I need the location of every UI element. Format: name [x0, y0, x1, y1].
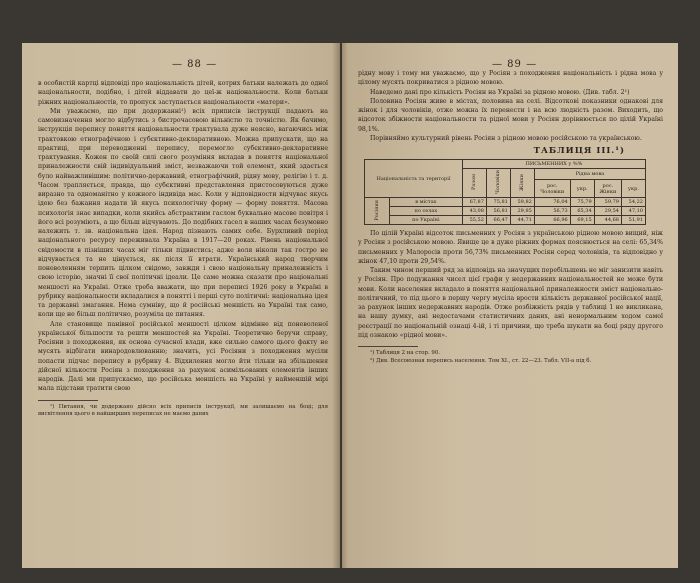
header-ros: рос. Чоловіки [534, 180, 570, 198]
paragraph: По цілій Україні відсоток письменних у Росіян з українською рідною мовою вищий, ніж у Росіян з російською мовою. Явище це в дуже ріжних формах пояснюється на селі: 65,34% письменних у Малоросів проти 56,73% письменних Росіян серед чоловіків, та відповідно у жінок 47,10 проти 29,54%. [358, 230, 663, 265]
paragraph: рідну мову і тому ми уважаємо, що у Росіян з походження національність і рідна мова у цілому мусять покриватися з рідною мовою. [358, 70, 663, 87]
table-cell: 67,87 [462, 198, 486, 207]
paragraph: Наведемо дані про кількість Росіян на Україні за рідною мовою. (Див. табл. 2¹) [370, 88, 630, 96]
book-gutter [332, 43, 348, 568]
table-cell: 65,34 [570, 207, 594, 216]
paragraph: Половина Росіян живе в містах, половина на селі. Відсоткові показники однакові для жінок і для чоловіків, отже можна їх перенести і на всю людність разом. Виходить, що відсоток збіжности національности та рідної мови у Росіян дорівнюється по цілій Україні 98,1%. [358, 97, 663, 133]
table-header-row [365, 160, 646, 169]
header-literate: ПИСЬМЕННИХ у %% [462, 160, 645, 169]
page-number: — 88 — [172, 59, 218, 70]
table-cell: 66,96 [534, 216, 570, 225]
table-cell: 59,82 [510, 198, 534, 207]
header-total: Разом [462, 169, 486, 198]
table-cell: 29,85 [510, 207, 534, 216]
paragraph: Порівняймо культурний рівень Росіян з рідною мовою російською та українською. [370, 134, 642, 142]
table-cell: 75,79 [570, 198, 594, 207]
table-row [365, 207, 646, 216]
table-cell: 54,22 [621, 198, 645, 207]
table-cell: 75,81 [486, 198, 510, 207]
table-cell: 44,68 [594, 216, 621, 225]
literacy-table [364, 159, 646, 225]
table-cell: 56,73 [534, 207, 570, 216]
row-label: в містах [389, 198, 462, 207]
footnote: ¹) Питання, чи додержано дійсно всіх приписів інструкції, ми залишаємо на боці; для висвітлення цього в найширших переписах не маємо даних [38, 403, 328, 417]
right-page-text [358, 69, 663, 365]
row-label: по Україні [389, 216, 462, 225]
table-cell: 47,10 [621, 207, 645, 216]
paragraph: Але становище панівної російської меншості цілком відмінне від поневоленої української більшости та решти меншостей на Україні. Теоретично беручи справу, Росіяни з походження, як основа сучасної влади, вже сильно самого цього факту не мусять відбігати винародовлюванню; значить, усі Росіяни з походження мусіли попасти підчас перепису в рубрику 4. Відхилення могло йти тільки на збільшення дійсної кількости Росіян з походження за рахунок асимільованих елементів інших народів. Далі ми припускаємо, що російська меншість на Україні у найменшій мірі мала підстави тратити свою [38, 320, 328, 393]
table-cell: 69,15 [570, 216, 594, 225]
header-women: Жінки [510, 169, 534, 198]
table-cell: 51,91 [621, 216, 645, 225]
table-cell: 43,08 [462, 207, 486, 216]
header-nationality: Національність та території [365, 160, 463, 198]
table-cell: 59,79 [594, 198, 621, 207]
header-ukr: укр. [621, 180, 645, 198]
footnote-divider [38, 400, 98, 401]
left-page [22, 43, 340, 568]
table-title: ТАБЛИЦЯ III.¹) [533, 146, 625, 156]
table-cell: 56,81 [486, 207, 510, 216]
table-row [365, 216, 646, 225]
right-page [342, 43, 678, 568]
table-cell: 76,04 [534, 198, 570, 207]
left-page-text [38, 79, 328, 419]
page-number: — 89 — [492, 59, 538, 70]
footnote: ¹) Таблиця 2 на стор. 90. [370, 350, 440, 357]
footnote-divider [358, 346, 418, 347]
table-cell: 66,47 [486, 216, 510, 225]
table-cell: 29,54 [594, 207, 621, 216]
header-ukr: укр. [570, 180, 594, 198]
paragraph: в особистій картці відповіді про національність дітей, котрих батьки належать до одної національности, подібно, і дітей віддавати до цеї-ж національности. Коли батьки ріжних національностів, то пропуск заступається національности «матери». [38, 80, 328, 106]
footnote: ²) Див. Всесоюзная перепись населення. Том XI., ст. 22—23. Табл. VII-а під б. [370, 357, 592, 364]
paragraph: Ми уважаємо, що при додержанні¹) всіх приписів інструкції падають на самовизначення могло відбутись з бистрочасовою вільністю та точністю. Як бачимо, інструкція перепису поняття національности трактувала дуже неясно, вагаючись між трактовкою етнографічною і субєктивно-декларативною. Можна припускати, що на практиці, при переводженні перепису, перемогло субєктивно-декларативне трактування. Кожен по своїй силі свого розуміння вкладав в поняття національної приналежности свій індивідуальний зміст, незважаючи той елемент, який здається було найважливішим: політично-державний, етнографічний, рідну мову, релігію і т. д. Часом трапляється, правда, що субєктивні представлення пристосовуються дуже виразно та одноманітно у кожного індивіда мас. Коли у відповідности відчуває якусь ідею без бажання надати їй якусь психологічну форму — форму поняття. Масова психологія знає випадки, коли якийсь абстрактним гаслом буквально масове повітря і його всі розуміють, а що більш відчувають. До подібних гасел в наших часах безумовно належить т. зв. національна ідея. Народ пізнають самих себе. Бурхливий період національного ресурсу переживала Україна в 1917—20 роках. Рівень національної свідомости в пізніших часах міг тільки підвистись; адже воля ніколи так гостро не відчувається та не цінується, як після її втрати. Український народ творчим поневоленням терпить цілком свідомо, завжди і свою національну приналежність і свою історію, значні її свої політичні ідеали. Це саме можна сказати про національні меншості на Україні. Отже треба вважати, що при переписі 1926 року в Україні в рубрику національности вкладалися в понятті і перші суто політичні: національна ідея та державні змагання. Нема сумніву, що й російські меншість на Україні так само, коли ще не більш політично, розуміла це питання. [38, 107, 328, 319]
row-group-russians: Росіяни [365, 198, 390, 225]
paragraph: Таким чином перший ряд за відповідь на значущих перебільшень не міг занизити навіть у Росіян. Про подужання чисел цієї графи у недержавних національностей не може бути мови. Коли населення вкладало в поняття національної приналежности зміст національно-політичний, то під цього в першу чергу мусіла врости кількість державної російської нації, за рахунок інших недержавних народів. Отже розбіжність рядів у таблиці 1 не викликана, на нашу думку, ані недостачами статистичних даних, ані ненормальним ходом самої реєстрації по національній ознаці 4-ій, і ті причини, що треба шукати на боці ряду другого під ознакою «рідної мови». [358, 267, 664, 339]
table-row [365, 198, 646, 207]
header-men: Чоловіки [486, 169, 510, 198]
header-ros: рос. Жінки [594, 180, 621, 198]
table-cell: 44,71 [510, 216, 534, 225]
header-native-language: Рідна мова [534, 169, 645, 180]
row-label: по селах [389, 207, 462, 216]
table-cell: 55,52 [462, 216, 486, 225]
